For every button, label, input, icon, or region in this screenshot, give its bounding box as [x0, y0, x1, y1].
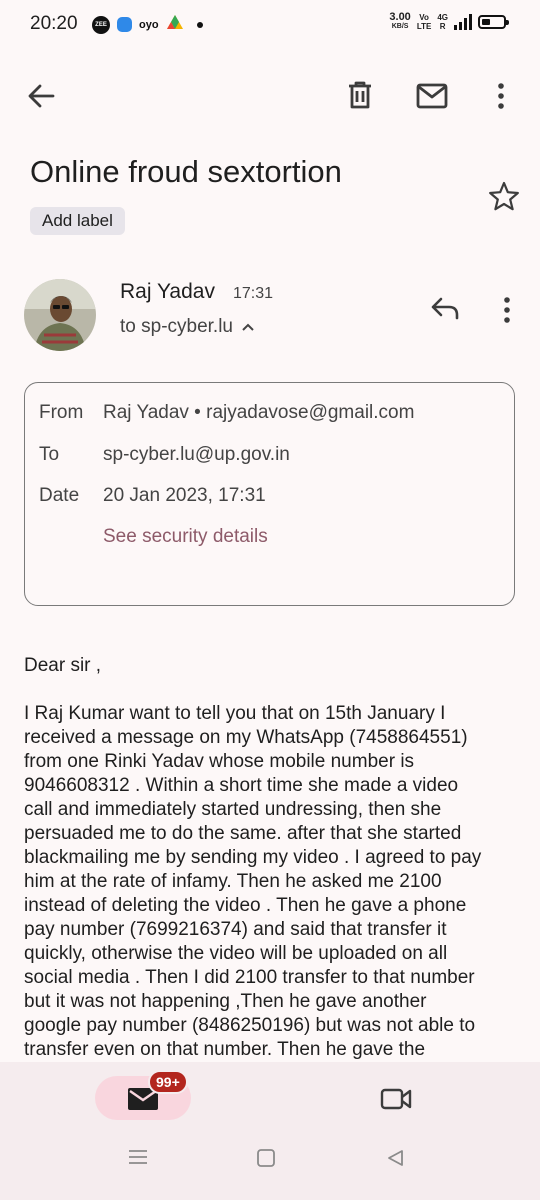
details-card: [24, 382, 515, 606]
signal-icon: [454, 14, 472, 30]
notification-dot-icon: [197, 22, 203, 28]
status-time: 20:20: [30, 13, 78, 34]
date-value: 20 Jan 2023, 17:31: [103, 485, 266, 506]
date-label: Date: [39, 485, 80, 506]
network-type: 4G: [437, 13, 448, 22]
sender-name: Raj Yadav: [120, 280, 215, 303]
system-back-button[interactable]: [385, 1148, 405, 1173]
chevron-up-icon: [241, 322, 255, 332]
meet-video-icon: [380, 1088, 412, 1110]
home-square-icon: [256, 1148, 276, 1168]
network-speed-unit: KB/S: [391, 23, 409, 30]
email-subject: Online froud sextortion: [30, 154, 342, 189]
app-blue-icon: [117, 17, 132, 32]
volte-icon: Vo LTE: [416, 13, 432, 31]
star-icon: [488, 181, 520, 211]
to-summary: to sp-cyber.lu: [120, 316, 233, 337]
to-label: To: [39, 444, 60, 465]
network-speed: 3.00: [389, 11, 411, 23]
email-time: 17:31: [233, 285, 274, 302]
back-triangle-icon: [385, 1148, 405, 1168]
reply-button[interactable]: [430, 296, 460, 325]
more-options-button[interactable]: [496, 82, 506, 115]
from-label: From: [39, 402, 84, 423]
home-button[interactable]: [256, 1148, 276, 1173]
reply-icon: [430, 296, 460, 320]
star-button[interactable]: [488, 181, 520, 216]
google-pay-icon: [166, 14, 184, 35]
back-arrow-icon: [26, 82, 56, 110]
battery-icon: [478, 15, 506, 29]
greeting: Dear sir ,: [24, 655, 102, 676]
status-bar: 20:20 ZEE oyo 3.00 KB/S Vo LTE 4G R: [0, 0, 540, 48]
from-value: Raj Yadav • rajyadavose@gmail.com: [103, 402, 415, 423]
back-button[interactable]: [26, 82, 56, 115]
menu-icon: [127, 1148, 149, 1166]
battery-fill: [482, 19, 490, 25]
to-value: sp-cyber.lu@up.gov.in: [103, 444, 290, 465]
delete-button[interactable]: [346, 80, 374, 115]
mark-unread-button[interactable]: [416, 83, 448, 114]
mark-unread-icon: [416, 83, 448, 109]
bottom-navigation: [0, 1062, 540, 1200]
zee5-icon: ZEE: [92, 16, 110, 34]
nav-meet[interactable]: [380, 1088, 412, 1115]
email-body: [24, 654, 524, 1062]
more-vert-icon: [496, 82, 506, 110]
recipients-toggle[interactable]: [120, 316, 255, 338]
mail-unread-badge: 99+: [148, 1070, 188, 1094]
add-label-chip[interactable]: Add label: [30, 207, 125, 235]
body-paragraph: I Raj Kumar want to tell you that on 15th January I received a message on my WhatsApp (7458864551) from one Rinki Yadav whose mobile number is 9046608312 . Within a short time she made a video call and immediately started undressing, then she persuaded me to do the same. after that she started blackmailing me by sending my video . I agreed to pay him at the rate of infamy. Then he asked me 2100 instead of deleting the video . Then he gave a phone pay number (7699216374) and said that transfer it quickly, otherwise the video will be uploaded on all social media . Then I did 2100 transfer to that number but it was not happening ,Then he gave another google pay number (8486250196) but was not able to transfer even on that number. Then he gave the: [24, 703, 482, 1060]
recents-button[interactable]: [127, 1148, 149, 1171]
delete-icon: [346, 80, 374, 110]
message-more-button[interactable]: [502, 296, 512, 329]
avatar[interactable]: [24, 279, 96, 351]
oyo-icon: oyo: [139, 18, 159, 31]
more-vert-icon: [502, 296, 512, 324]
security-details-link[interactable]: See security details: [103, 526, 268, 547]
